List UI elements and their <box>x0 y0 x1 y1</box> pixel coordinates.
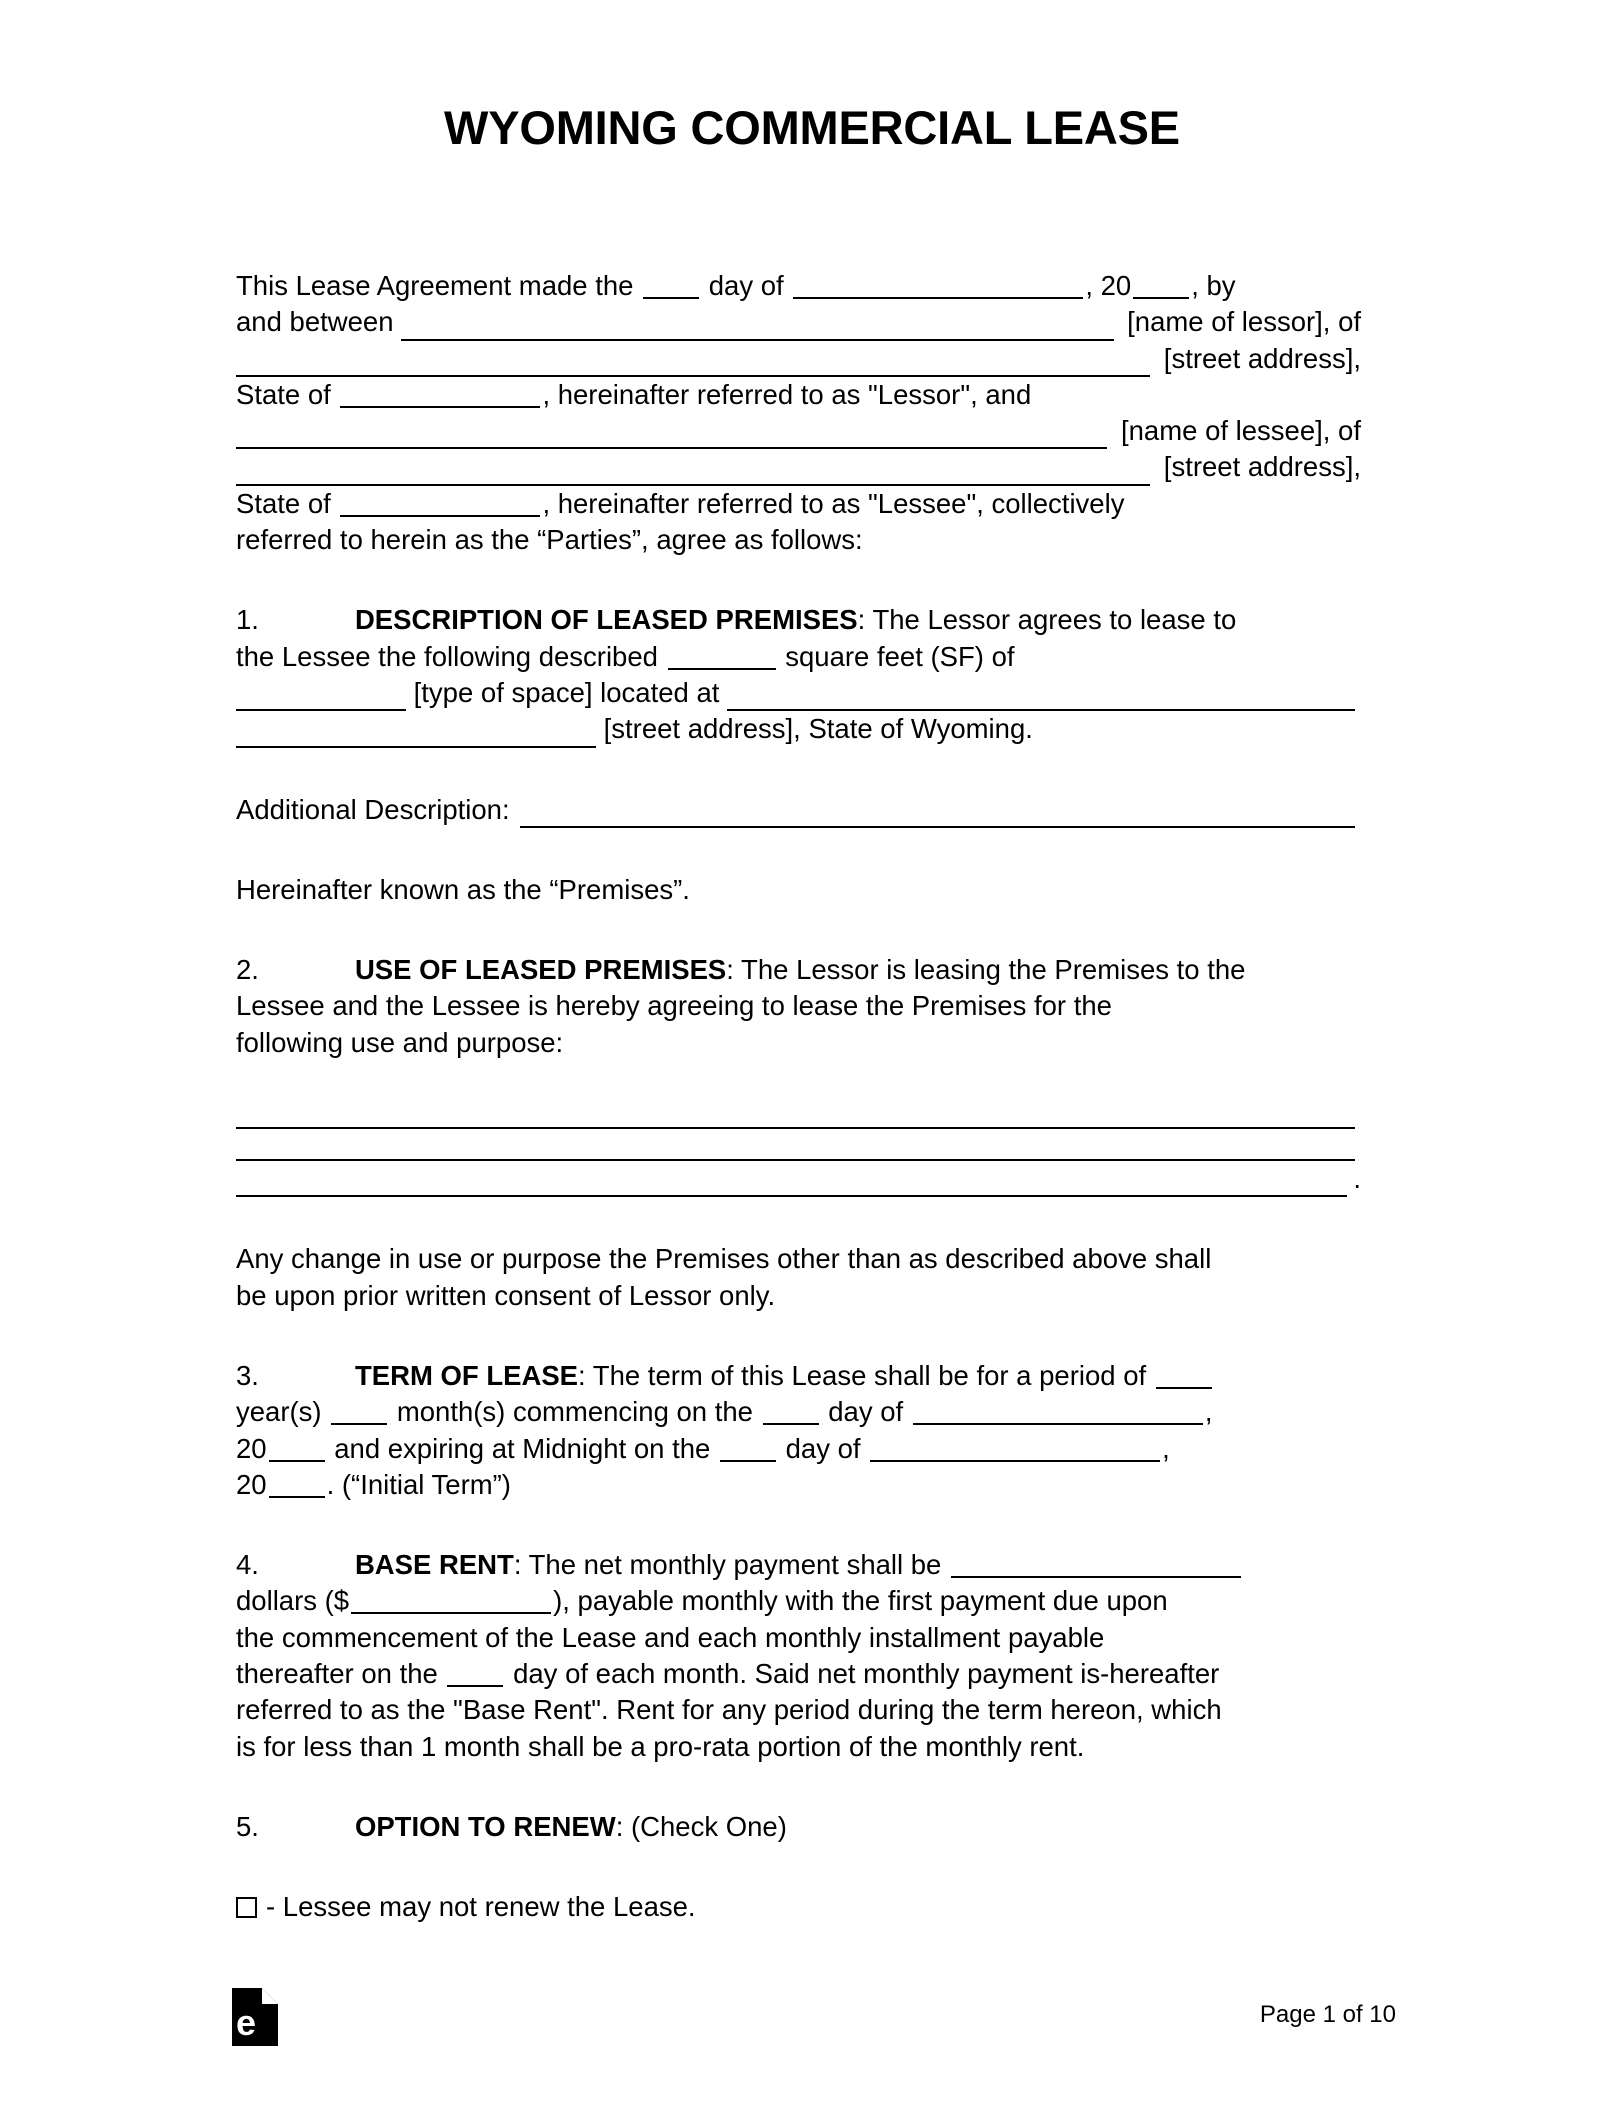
section-4-line2-textB: ), payable monthly with the first payment due upon <box>553 1585 1168 1617</box>
section-2-after-line-1: Any change in use or purpose the Premises other than as described above shall <box>236 1243 1212 1275</box>
intro-line1-textD: , by <box>1191 270 1236 301</box>
section-3-line2-textB: month(s) commencing on the <box>389 1396 761 1428</box>
section-2-number: 2. <box>236 954 259 986</box>
section-3-line-1 <box>236 1358 1361 1394</box>
intro-line-4 <box>236 377 1361 413</box>
blank-month[interactable] <box>793 279 1083 299</box>
intro-line-7 <box>236 486 1361 522</box>
section-1-lead: : The Lessor agrees to lease to <box>857 604 1237 636</box>
spacer <box>236 1503 1361 1547</box>
section-4-line4-textB: day of each month. Said net monthly payment is-hereafter <box>505 1658 1220 1690</box>
intro-line-1 <box>236 268 1361 304</box>
blank-rent-words[interactable] <box>951 1558 1241 1578</box>
section-5 <box>236 1809 1361 1926</box>
section-2-after-line-2: be upon prior written consent of Lessor only. <box>236 1279 776 1311</box>
section-4-heading: BASE RENT <box>354 1549 514 1581</box>
eforms-logo <box>232 1988 278 2046</box>
blank-expire-day[interactable] <box>720 1442 776 1462</box>
intro-line7-label: State of <box>236 487 339 519</box>
section-2-line-2: Lessee and the Lessee is hereby agreeing to lease the Premises for the <box>236 990 1112 1022</box>
section-5-number: 5. <box>236 1810 259 1842</box>
section-1-line-4 <box>236 711 1361 747</box>
blank-lessee-street[interactable] <box>236 454 1150 486</box>
section-3-line3-textD: , <box>1162 1432 1170 1464</box>
section-1-line2-textB: square feet (SF) of <box>777 640 1015 672</box>
intro-line7-tail: , hereinafter referred to as "Lessee", collectively <box>542 487 1125 519</box>
section-1-heading: DESCRIPTION OF LEASED PREMISES <box>354 604 858 636</box>
section-5-lead: : (Check One) <box>615 1810 787 1842</box>
section-3-line3-textB: and expiring at Midnight on the <box>326 1432 718 1464</box>
blank-lessor-street[interactable] <box>236 345 1150 377</box>
section-3-line-4 <box>236 1467 1361 1503</box>
blank-expire-month[interactable] <box>870 1442 1160 1462</box>
section-3-line2-textC: day of <box>820 1396 911 1428</box>
blank-use-purpose-1[interactable] <box>236 1097 1355 1129</box>
blank-rent-amount[interactable] <box>351 1594 551 1614</box>
section-2-period: . <box>1353 1163 1361 1195</box>
section-1-line3-text: [type of space] located at <box>406 676 728 708</box>
section-3-line-3 <box>236 1431 1361 1467</box>
section-1-line4-tail: [street address], State of Wyoming. <box>596 713 1033 745</box>
section-3-line2-textA: year(s) <box>236 1396 330 1428</box>
blank-type-of-space[interactable] <box>236 679 406 711</box>
intro-line6-tail: [street address], <box>1156 451 1361 483</box>
intro-line5-tail: [name of lessee], of <box>1113 415 1361 447</box>
intro-line3-tail: [street address], <box>1156 342 1361 374</box>
blank-premises-street[interactable] <box>236 716 596 748</box>
section-4-line-2 <box>236 1583 1361 1619</box>
intro-line-6 <box>236 449 1361 485</box>
blank-expire-year[interactable] <box>269 1478 325 1498</box>
blank-year[interactable] <box>1133 279 1189 299</box>
blank-lessee-name[interactable] <box>236 417 1107 449</box>
blank-additional-description[interactable] <box>520 796 1355 828</box>
section-4 <box>236 1547 1361 1765</box>
intro-line2-label: and between <box>236 306 402 338</box>
blank-located-at[interactable] <box>727 679 1355 711</box>
section-4-line-5: referred to as the "Base Rent". Rent for any period during the term hereon, which <box>236 1694 1222 1726</box>
blank-term-years[interactable] <box>1156 1369 1212 1389</box>
blank-lessor-state[interactable] <box>340 388 540 408</box>
section-4-line-3: the commencement of the Lease and each monthly installment payable <box>236 1621 1105 1653</box>
section-4-number: 4. <box>236 1549 259 1581</box>
section-2-heading: USE OF LEASED PREMISES <box>354 954 727 986</box>
section-2 <box>236 952 1361 1314</box>
intro-line-2 <box>236 304 1361 340</box>
blank-term-months[interactable] <box>331 1405 387 1425</box>
spacer <box>236 1845 1361 1889</box>
checkbox-icon[interactable] <box>236 1897 257 1918</box>
section-1 <box>236 602 1361 747</box>
spacer <box>236 1197 1361 1241</box>
section-3 <box>236 1358 1361 1503</box>
blank-use-purpose-2[interactable] <box>236 1129 1355 1161</box>
intro-line4-tail: , hereinafter referred to as "Lessor", and <box>542 378 1032 410</box>
section-3-line3-textA: 20 <box>236 1432 267 1464</box>
section-4-line-4 <box>236 1656 1361 1692</box>
intro-line1-textA: This Lease Agreement made the <box>236 270 642 301</box>
section-5-line-1 <box>236 1809 1361 1845</box>
section-3-line4-textB: . (“Initial Term”) <box>326 1468 511 1500</box>
section-4-line4-textA: thereafter on the <box>236 1658 446 1690</box>
spacer <box>236 1765 1361 1809</box>
intro-paragraph <box>236 268 1361 558</box>
intro-line1-textB: day of <box>701 270 792 301</box>
section-3-line4-textA: 20 <box>236 1468 267 1500</box>
blank-lessor-name[interactable] <box>401 309 1113 341</box>
section-1-number: 1. <box>236 604 259 636</box>
section-3-line3-textC: day of <box>777 1432 869 1464</box>
blank-square-feet[interactable] <box>668 650 776 670</box>
section-3-number: 3. <box>236 1359 259 1391</box>
section-3-line-2 <box>236 1394 1361 1430</box>
additional-description-row <box>236 792 1361 828</box>
spacer <box>236 828 1361 872</box>
section-3-lead: : The term of this Lease shall be for a period of <box>578 1359 1154 1391</box>
section-4-line-6: is for less than 1 month shall be a pro-rata portion of the monthly rent. <box>236 1730 1085 1762</box>
section-1-line-3 <box>236 675 1361 711</box>
intro-line-3 <box>236 341 1361 377</box>
intro-line2-tail: [name of lessor], of <box>1119 306 1361 338</box>
premises-note: Hereinafter known as the “Premises”. <box>236 873 690 905</box>
spacer <box>236 1061 1361 1097</box>
blank-day[interactable] <box>643 279 699 299</box>
section-2-blank-line-3 <box>236 1161 1361 1197</box>
section-4-lead: : The net monthly payment shall be <box>513 1549 949 1581</box>
page-title: WYOMING COMMERCIAL LEASE <box>444 101 1180 154</box>
spacer <box>236 1314 1361 1358</box>
section-2-blank-line-2 <box>236 1129 1361 1161</box>
blank-commence-day[interactable] <box>763 1405 819 1425</box>
section-3-heading: TERM OF LEASE <box>354 1359 578 1391</box>
section-3-line2-textD: , <box>1204 1396 1213 1428</box>
section-5-heading: OPTION TO RENEW <box>354 1810 616 1842</box>
blank-commence-year[interactable] <box>269 1442 325 1462</box>
section-4-line2-textA: dollars ($ <box>236 1585 350 1617</box>
section-1-line2-textA: the Lessee the following described <box>236 640 666 672</box>
spacer <box>236 908 1361 952</box>
section-1-line-1 <box>236 602 1361 638</box>
intro-line1-textC: , 20 <box>1085 270 1132 301</box>
renew-option-label: - Lessee may not renew the Lease. <box>266 1891 696 1923</box>
svg-text:e: e <box>235 2002 257 2043</box>
intro-line-8: referred to herein as the “Parties”, agree as follows: <box>236 524 863 556</box>
intro-line4-label: State of <box>236 378 339 410</box>
section-2-line-3: following use and purpose: <box>236 1026 564 1058</box>
section-4-line-1 <box>236 1547 1361 1583</box>
intro-line-5 <box>236 413 1361 449</box>
blank-payment-day[interactable] <box>447 1667 503 1687</box>
blank-commence-month[interactable] <box>913 1405 1203 1425</box>
section-2-lead: : The Lessor is leasing the Premises to the <box>726 954 1246 986</box>
blank-lessee-state[interactable] <box>340 497 540 517</box>
spacer <box>236 558 1361 602</box>
additional-description-label: Additional Description: <box>236 793 510 825</box>
document-body <box>236 268 1361 1926</box>
page-number: Page 1 of 10 <box>1259 2001 1396 2028</box>
section-2-line-1 <box>236 952 1361 988</box>
renew-option-row[interactable] <box>236 1889 1361 1925</box>
blank-use-purpose-3[interactable] <box>236 1165 1347 1197</box>
spacer <box>236 748 1361 792</box>
section-2-blank-line-1 <box>236 1097 1361 1129</box>
section-1-line-2 <box>236 639 1361 675</box>
